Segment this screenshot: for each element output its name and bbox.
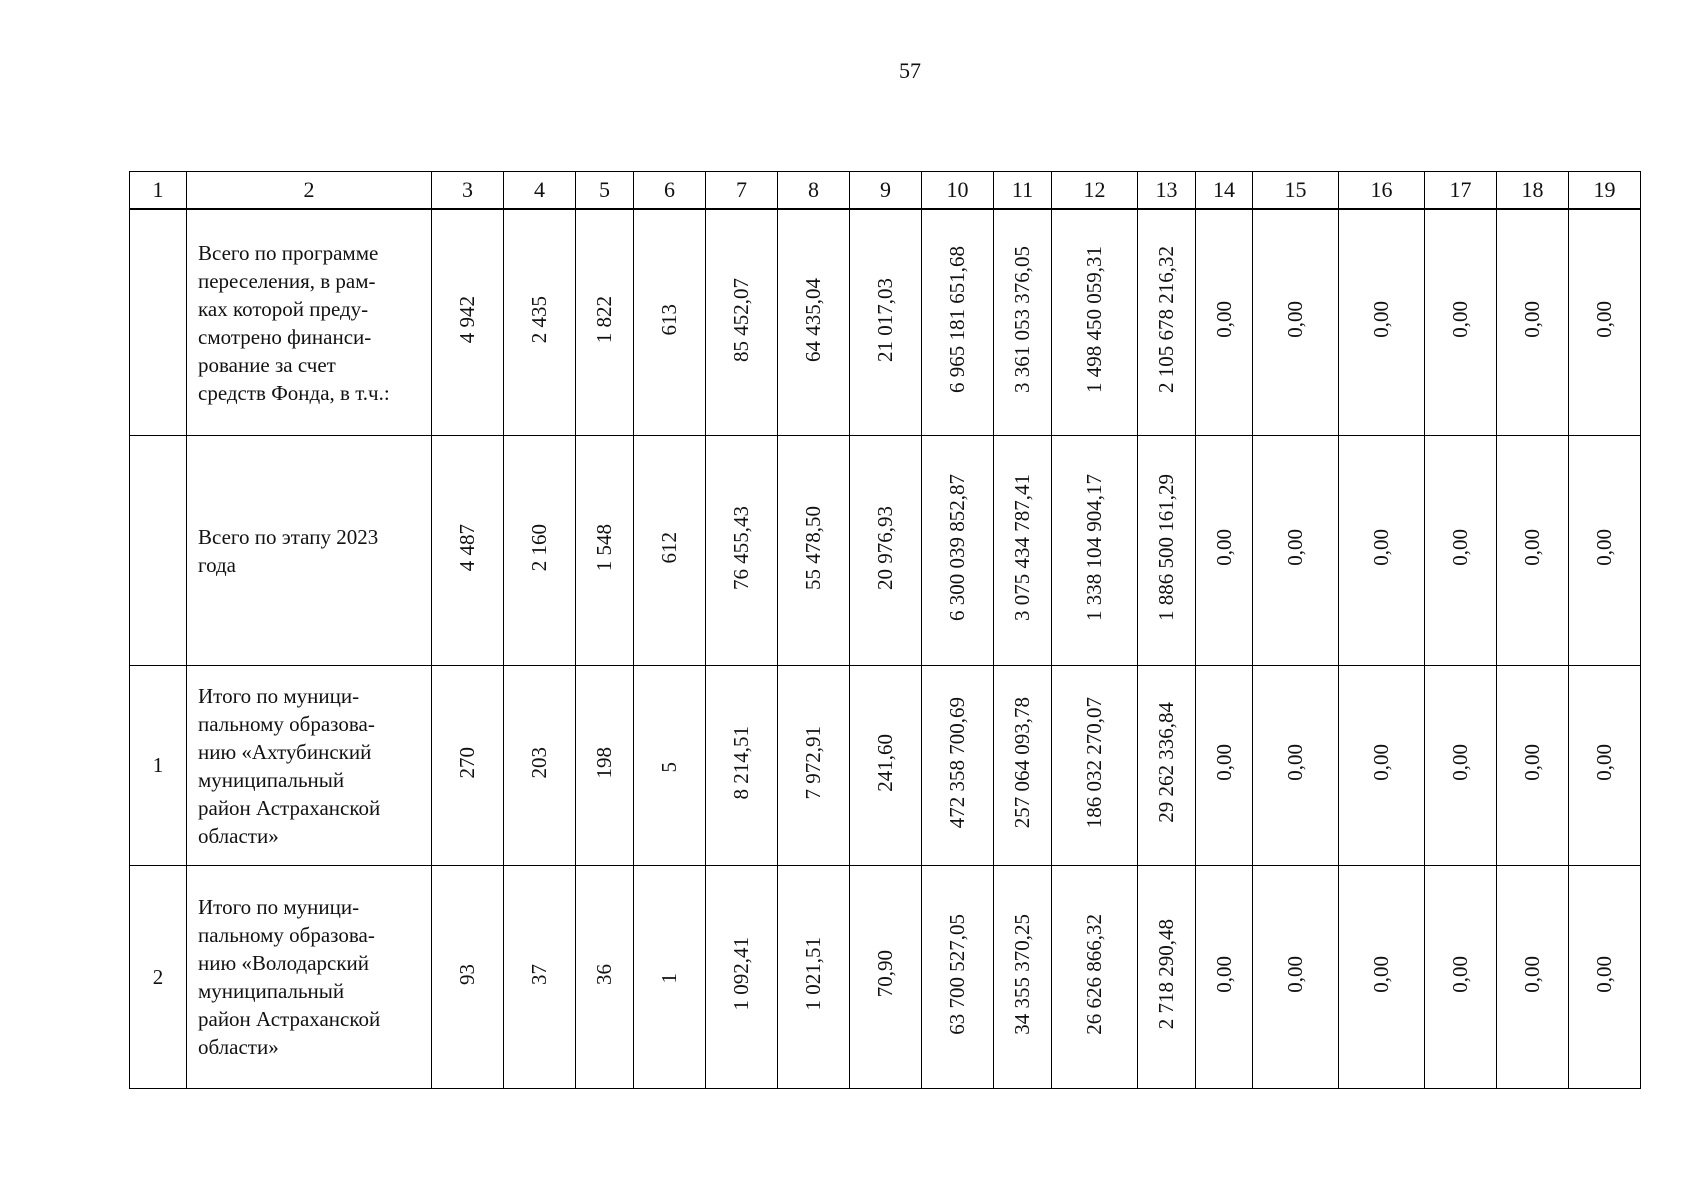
value-cell — [1052, 436, 1138, 666]
value-cell — [994, 666, 1052, 866]
table-row — [130, 209, 1641, 436]
value-text: 37 — [527, 963, 551, 985]
header-cell: 18 — [1497, 172, 1569, 210]
value-cell — [504, 209, 576, 436]
value-cell — [850, 436, 922, 666]
value-text: 0,00 — [1283, 744, 1307, 781]
value-text: 21 017,03 — [873, 277, 897, 362]
value-text: 0,00 — [1520, 744, 1544, 781]
value-cell — [1425, 436, 1497, 666]
value-cell — [1253, 436, 1339, 666]
value-cell — [1138, 436, 1196, 666]
value-cell — [1425, 209, 1497, 436]
row-number-cell: 1 — [130, 666, 187, 866]
value-text: 0,00 — [1369, 529, 1393, 566]
header-cell: 19 — [1569, 172, 1641, 210]
header-row — [130, 172, 1641, 210]
value-text: 472 358 700,69 — [945, 696, 969, 829]
value-text: 0,00 — [1369, 955, 1393, 993]
value-cell — [1196, 436, 1253, 666]
value-cell — [1253, 209, 1339, 436]
value-text: 241,60 — [873, 733, 897, 792]
value-text: 1 — [657, 973, 681, 984]
value-text: 55 478,50 — [801, 505, 825, 590]
header-cell: 5 — [576, 172, 634, 210]
header-cell: 1 — [130, 172, 187, 210]
value-text: 0,00 — [1448, 744, 1472, 781]
value-cell — [432, 436, 504, 666]
value-text: 2 435 — [527, 295, 551, 344]
value-cell — [850, 866, 922, 1089]
value-cell — [1052, 866, 1138, 1089]
value-cell — [1339, 666, 1425, 866]
value-cell — [1138, 866, 1196, 1089]
value-text: 2 718 290,48 — [1154, 918, 1178, 1030]
value-text: 0,00 — [1520, 529, 1544, 566]
value-cell — [1339, 866, 1425, 1089]
value-text: 8 214,51 — [729, 725, 753, 800]
value-text: 1 498 450 059,31 — [1082, 246, 1106, 393]
value-cell — [1196, 666, 1253, 866]
value-cell — [504, 866, 576, 1089]
value-text: 613 — [657, 303, 681, 336]
value-cell — [1569, 666, 1641, 866]
value-cell — [1052, 666, 1138, 866]
header-cell: 8 — [778, 172, 850, 210]
value-text: 0,00 — [1448, 955, 1472, 993]
value-text: 70,90 — [873, 950, 897, 998]
value-cell — [1497, 436, 1569, 666]
value-cell — [778, 866, 850, 1089]
value-text: 0,00 — [1369, 301, 1393, 338]
value-cell — [1138, 666, 1196, 866]
value-text: 0,00 — [1211, 301, 1236, 338]
value-text: 20 976,93 — [873, 505, 897, 590]
row-label-cell: Всего по программе переселения, в рам- ках которой преду- смотрено финанси- рование за счет средств Фонда, в т.ч.: — [187, 209, 432, 436]
value-text: 3 361 053 376,05 — [1010, 246, 1034, 393]
value-cell — [1425, 666, 1497, 866]
value-cell — [1052, 209, 1138, 436]
value-text: 2 105 678 216,32 — [1154, 246, 1178, 393]
value-text: 0,00 — [1283, 529, 1307, 566]
value-text: 0,00 — [1211, 744, 1236, 781]
value-text: 0,00 — [1369, 744, 1393, 781]
header-cell: 11 — [994, 172, 1052, 210]
value-text: 4 942 — [455, 295, 479, 344]
value-text: 0,00 — [1211, 955, 1236, 993]
value-cell — [1253, 866, 1339, 1089]
value-text: 0,00 — [1448, 301, 1472, 338]
value-cell — [1569, 209, 1641, 436]
header-cell: 3 — [432, 172, 504, 210]
value-cell — [778, 436, 850, 666]
header-cell: 17 — [1425, 172, 1497, 210]
header-cell: 10 — [922, 172, 994, 210]
value-cell — [634, 436, 706, 666]
value-text: 4 487 — [455, 523, 479, 572]
value-cell — [706, 866, 778, 1089]
row-number-cell: 2 — [130, 866, 187, 1089]
value-text: 3 075 434 787,41 — [1010, 474, 1034, 621]
value-text: 85 452,07 — [729, 277, 753, 362]
header-cell: 2 — [187, 172, 432, 210]
value-cell — [576, 666, 634, 866]
resettlement-table — [129, 171, 1641, 1089]
value-text: 34 355 370,25 — [1010, 913, 1034, 1035]
value-cell — [432, 209, 504, 436]
value-text: 64 435,04 — [801, 277, 825, 362]
value-text: 1 548 — [592, 523, 616, 572]
value-cell — [1253, 666, 1339, 866]
value-cell — [778, 209, 850, 436]
row-number-cell — [130, 209, 187, 436]
row-label-cell: Итого по муници- пальному образова- нию «Володарский муниципальный район Астраханской области» — [187, 866, 432, 1089]
value-cell — [504, 436, 576, 666]
value-cell — [850, 666, 922, 866]
table-row — [130, 666, 1641, 866]
value-text: 0,00 — [1520, 955, 1544, 993]
value-cell — [504, 666, 576, 866]
value-text: 0,00 — [1283, 955, 1307, 993]
value-cell — [706, 666, 778, 866]
value-cell — [994, 209, 1052, 436]
value-text: 2 160 — [527, 523, 551, 572]
value-cell — [1339, 209, 1425, 436]
table-row — [130, 436, 1641, 666]
header-cell: 16 — [1339, 172, 1425, 210]
value-text: 203 — [527, 746, 551, 779]
value-cell — [1138, 209, 1196, 436]
value-text: 7 972,91 — [801, 725, 825, 800]
value-cell — [994, 436, 1052, 666]
value-cell — [1196, 866, 1253, 1089]
value-text: 0,00 — [1592, 301, 1616, 338]
value-cell — [432, 666, 504, 866]
row-label-cell: Итого по муници- пальному образова- нию «Ахтубинский муниципальный район Астраханской области» — [187, 666, 432, 866]
value-cell — [634, 866, 706, 1089]
value-text: 1 021,51 — [801, 937, 825, 1011]
value-cell — [706, 209, 778, 436]
row-number-cell — [130, 436, 187, 666]
value-cell — [1497, 209, 1569, 436]
value-text: 1 822 — [592, 295, 616, 344]
value-cell — [1569, 866, 1641, 1089]
header-cell: 7 — [706, 172, 778, 210]
value-text: 76 455,43 — [729, 505, 753, 590]
value-cell — [432, 866, 504, 1089]
value-text: 0,00 — [1520, 301, 1544, 338]
value-text: 26 626 866,32 — [1082, 913, 1106, 1035]
value-text: 0,00 — [1448, 529, 1472, 566]
value-text: 93 — [455, 963, 479, 985]
value-text: 612 — [657, 531, 681, 564]
value-text: 0,00 — [1592, 955, 1616, 993]
value-text: 1 092,41 — [729, 937, 753, 1011]
value-cell — [922, 436, 994, 666]
value-cell — [994, 866, 1052, 1089]
value-text: 198 — [592, 746, 616, 779]
table-row — [130, 866, 1641, 1089]
value-cell — [634, 666, 706, 866]
value-cell — [576, 866, 634, 1089]
header-cell: 14 — [1196, 172, 1253, 210]
value-cell — [1339, 436, 1425, 666]
value-cell — [1497, 866, 1569, 1089]
header-cell: 9 — [850, 172, 922, 210]
value-text: 0,00 — [1283, 301, 1307, 338]
value-text: 63 700 527,05 — [945, 913, 969, 1035]
value-cell — [706, 436, 778, 666]
value-text: 0,00 — [1592, 529, 1616, 566]
value-cell — [922, 866, 994, 1089]
value-cell — [1196, 209, 1253, 436]
value-text: 257 064 093,78 — [1010, 696, 1034, 829]
value-cell — [922, 209, 994, 436]
value-text: 6 965 181 651,68 — [945, 246, 969, 393]
header-cell: 4 — [504, 172, 576, 210]
value-text: 270 — [455, 746, 479, 779]
value-text: 0,00 — [1211, 529, 1236, 566]
value-text: 186 032 270,07 — [1082, 696, 1106, 829]
value-cell — [634, 209, 706, 436]
row-label-cell: Всего по этапу 2023 года — [187, 436, 432, 666]
value-text: 29 262 336,84 — [1154, 702, 1178, 823]
value-text: 5 — [657, 761, 681, 772]
value-text: 1 886 500 161,29 — [1154, 474, 1178, 621]
header-cell: 13 — [1138, 172, 1196, 210]
header-cell: 6 — [634, 172, 706, 210]
header-cell: 12 — [1052, 172, 1138, 210]
value-text: 36 — [592, 963, 616, 985]
value-text: 1 338 104 904,17 — [1082, 474, 1106, 621]
value-cell — [850, 209, 922, 436]
value-cell — [922, 666, 994, 866]
value-text: 6 300 039 852,87 — [945, 474, 969, 621]
value-cell — [1497, 666, 1569, 866]
value-cell — [576, 209, 634, 436]
page-number: 57 — [899, 58, 921, 83]
value-cell — [778, 666, 850, 866]
header-cell: 15 — [1253, 172, 1339, 210]
value-text: 0,00 — [1592, 744, 1616, 781]
value-cell — [576, 436, 634, 666]
value-cell — [1425, 866, 1497, 1089]
value-cell — [1569, 436, 1641, 666]
